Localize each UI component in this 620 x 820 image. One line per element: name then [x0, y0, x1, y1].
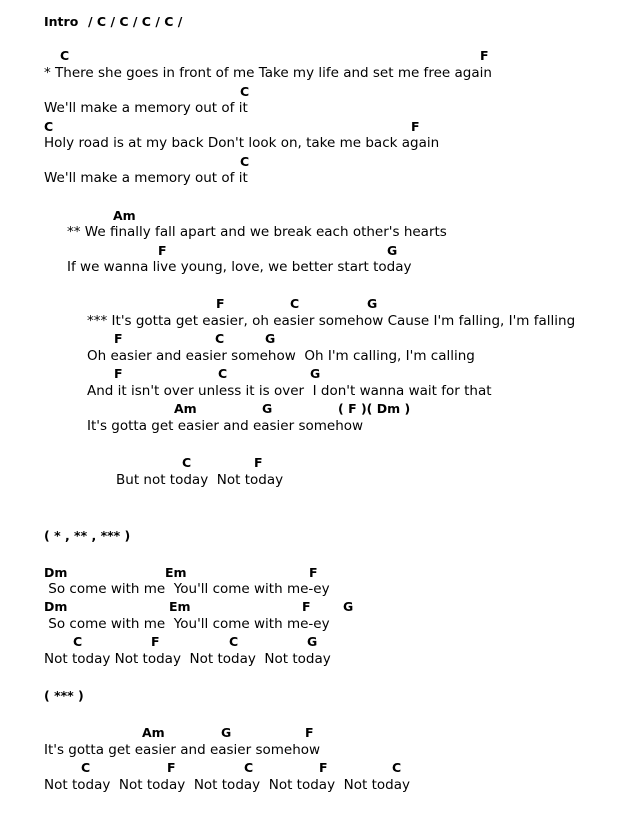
chord: C [229, 634, 239, 649]
lyric-line: We'll make a memory out of it [44, 100, 248, 116]
intro-label: Intro [44, 14, 79, 29]
chord: F [411, 119, 420, 134]
chord: F [216, 296, 225, 311]
chord: Am [142, 725, 165, 740]
chord: Am [174, 401, 197, 416]
chord: C [81, 760, 91, 775]
chord: Dm [44, 565, 68, 580]
chord: C [240, 84, 250, 99]
chord: G [387, 243, 398, 258]
chord: F [319, 760, 328, 775]
chord: F [305, 725, 314, 740]
lyric-line: * There she goes in front of me Take my life and set me free again [44, 65, 492, 81]
chord: G [265, 331, 276, 346]
chord: C [73, 634, 83, 649]
lyric-line: So come with me You'll come with me-ey [44, 616, 330, 632]
chord: C [218, 366, 228, 381]
intro-chords: / C / C / C / C / [88, 14, 183, 29]
chord: F [309, 565, 318, 580]
chord: C [240, 154, 250, 169]
lyric-line: Not today Not today Not today Not today [44, 651, 331, 667]
chord: C [244, 760, 254, 775]
lyric-line: Not today Not today Not today Not today Not today [44, 777, 410, 793]
chord: Em [165, 565, 187, 580]
repeat-chorus-marker: ( *** ) [44, 688, 84, 703]
lyric-line: Holy road is at my back Don't look on, take me back again [44, 135, 440, 151]
chord: G [307, 634, 318, 649]
lyric-line: It's gotta get easier and easier somehow [44, 742, 321, 758]
lyric-line: But not today Not today [116, 472, 284, 488]
chord: F [151, 634, 160, 649]
chord: F [480, 48, 489, 63]
chord: G [221, 725, 232, 740]
chord: Em [169, 599, 191, 614]
lyric-line: And it isn't over unless it is over I don't wanna wait for that [87, 383, 492, 399]
chord: C [44, 119, 54, 134]
chord: C [60, 48, 70, 63]
chord: Am [113, 208, 136, 223]
lyric-line: It's gotta get easier and easier somehow [87, 418, 364, 434]
chord: F [167, 760, 176, 775]
chord: F [254, 455, 263, 470]
chord: F [158, 243, 167, 258]
chord: C [215, 331, 225, 346]
chord: ( F )( Dm ) [338, 401, 411, 416]
chord: F [114, 366, 123, 381]
lyric-line: ** We finally fall apart and we break each other's hearts [67, 224, 447, 240]
chord: G [367, 296, 378, 311]
chord: C [182, 455, 192, 470]
repeat-marker: ( * , ** , *** ) [44, 528, 131, 543]
lyric-line: *** It's gotta get easier, oh easier somehow Cause I'm falling, I'm falling [87, 313, 576, 329]
lyric-line: If we wanna live young, love, we better start today [67, 259, 412, 275]
lyric-line: We'll make a memory out of it [44, 170, 248, 186]
chord: C [392, 760, 402, 775]
lyric-line: So come with me You'll come with me-ey [44, 581, 330, 597]
chord: F [302, 599, 311, 614]
chord: G [343, 599, 354, 614]
chord: G [310, 366, 321, 381]
chord: G [262, 401, 273, 416]
chord: Dm [44, 599, 68, 614]
chord: C [290, 296, 300, 311]
chord: F [114, 331, 123, 346]
lyric-line: Oh easier and easier somehow Oh I'm calling, I'm calling [87, 348, 475, 364]
